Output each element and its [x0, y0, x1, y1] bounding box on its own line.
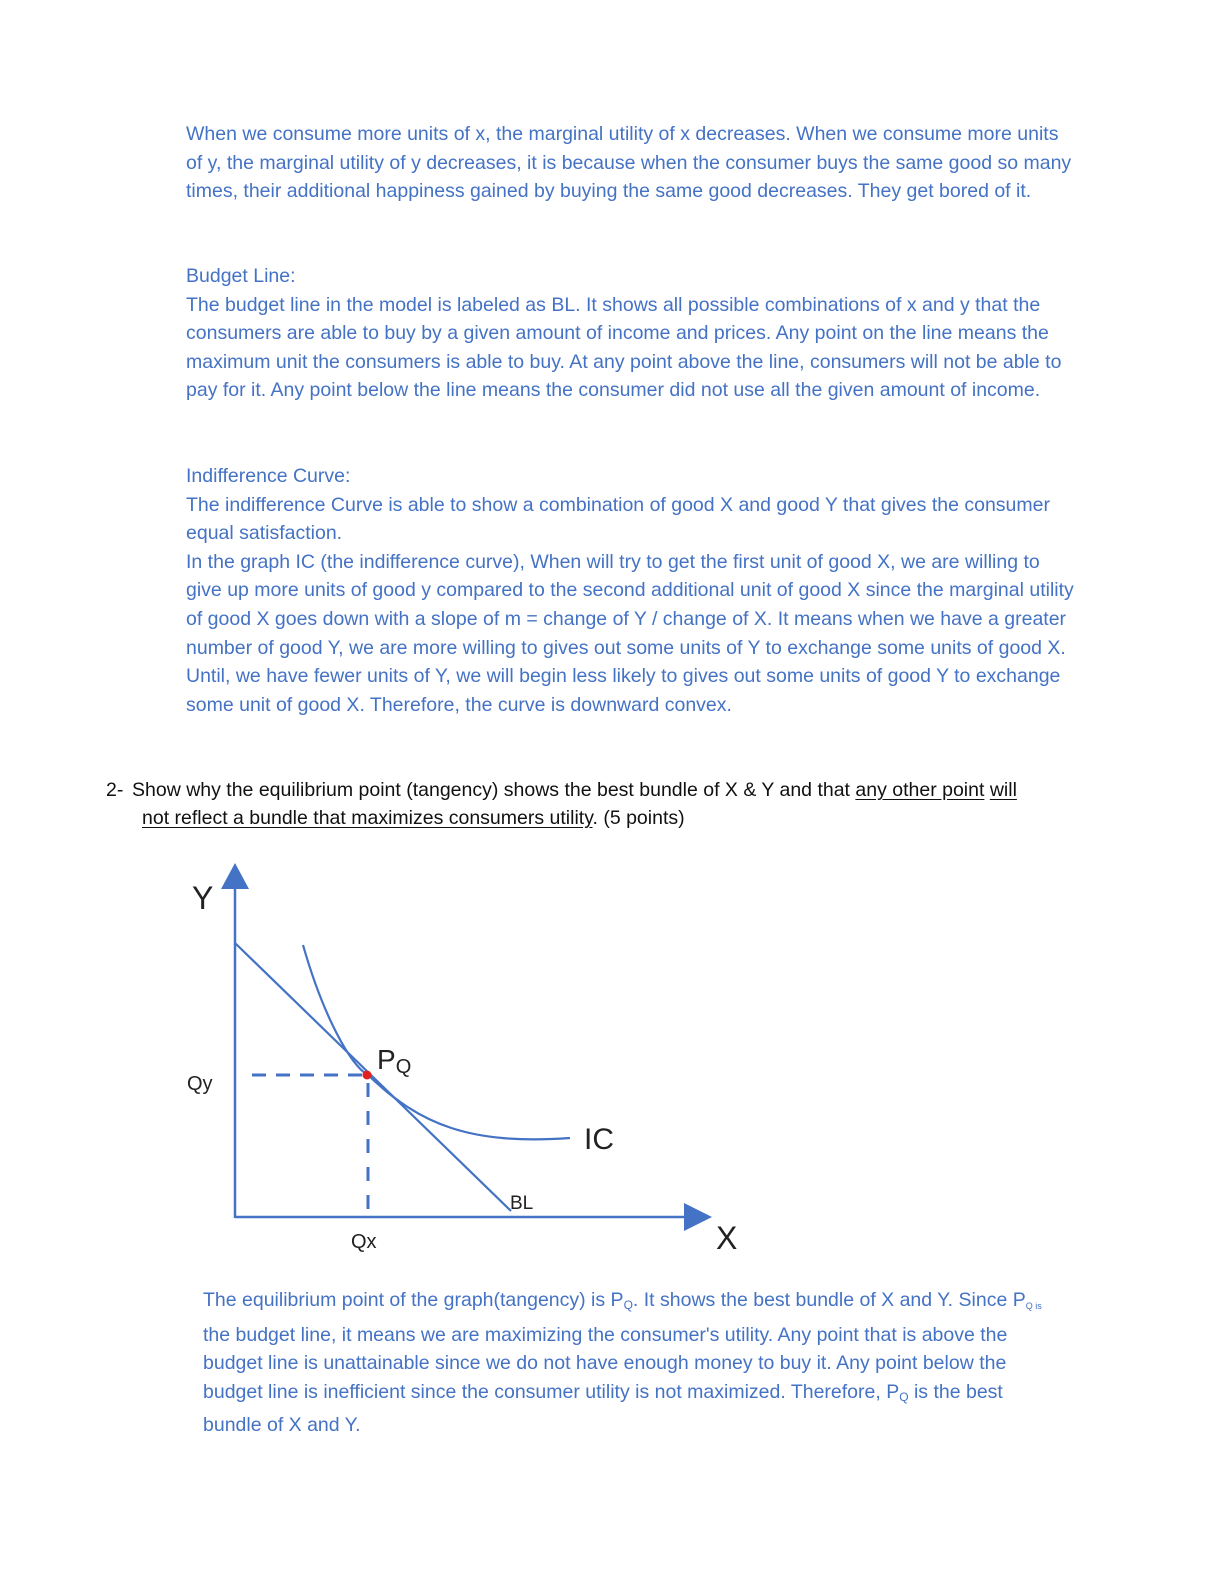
y-axis-label: Y [192, 880, 214, 916]
equilibrium-point [363, 1071, 372, 1080]
answer-paragraph [203, 1286, 1063, 1440]
answer-sentence-2: . It shows the best bundle of X and Y. Since P [632, 1289, 1026, 1311]
qy-label: Qy [187, 1073, 213, 1095]
indifference-curve-text-1: The indifference Curve is able to show a combination of good X and good Y that gives the consumer equal satisfaction. [186, 493, 1050, 545]
budget-line-heading: Budget Line: [186, 265, 296, 287]
x-axis-arrow-icon [684, 1203, 712, 1231]
question-underline-a: any other point [855, 779, 985, 801]
question-2 [106, 776, 1066, 832]
question-number: 2- [106, 779, 124, 801]
indifference-curve-heading: Indifference Curve: [186, 465, 351, 487]
answer-section [203, 1286, 1063, 1440]
equilibrium-graph [170, 855, 770, 1265]
answer-sub-2: Q is [1025, 1301, 1042, 1311]
question-line-2 [106, 804, 1066, 832]
answer-sentence-1: The equilibrium point of the graph(tangency) is P [203, 1289, 624, 1311]
answer-sentence-4: is the best bundle of X and Y. [203, 1380, 1003, 1437]
question-text-a: Show why the equilibrium point (tangency) shows the best bundle of X & Y and that [132, 779, 856, 801]
point-label-sub: Q [395, 1056, 412, 1078]
y-axis-arrow-icon [221, 863, 249, 889]
answer-sentence-3: the budget line, it means we are maximizing the consumer's utility. Any point that is above the budget line is unattainable since we do not have enough money to buy it. Any point below the budget line is inefficient since the consumer utility is not maximized. Therefore, P [203, 1323, 1008, 1403]
indifference-curve [303, 945, 570, 1139]
ic-label: IC [584, 1123, 614, 1156]
intro-section [186, 120, 1076, 206]
point-label-main: P [377, 1044, 396, 1075]
budget-line-text: The budget line in the model is labeled as BL. It shows all possible combinations of x and y that the consumers are able to buy by a given amount of income and prices. Any point on the line means the maximum unit the consumers is able to buy. At any point above the line, consumers will not be able to pay for it. Any point below the line means the consumer did not use all the given amount of income. [186, 293, 1062, 402]
answer-sub-3: Q [899, 1389, 909, 1404]
question-underline-b2: not reflect a bundle that maximizes consumers utility [142, 807, 593, 829]
budget-line [235, 943, 511, 1211]
question-text-b: . (5 points) [592, 807, 685, 829]
x-axis-label: X [716, 1220, 738, 1256]
indifference-curve-section [186, 462, 1076, 719]
question-line-1 [106, 776, 1066, 804]
intro-paragraph: When we consume more units of x, the marginal utility of x decreases. When we consume more units of y, the marginal utility of y decreases, it is because when the consumer buys the same good so many times, their additional happiness gained by buying the same good decreases. They get bored of it. [186, 123, 1072, 203]
answer-sub-1: Q [623, 1298, 633, 1312]
question-underline-b1: will [989, 779, 1017, 801]
qx-label: Qx [351, 1231, 377, 1253]
bl-label: BL [510, 1193, 534, 1214]
point-label [377, 1044, 411, 1078]
indifference-curve-text-2: In the graph IC (the indifference curve), When will try to get the first unit of good X, we are willing to give up more units of good y compared to the second additional unit of good X since the marginal utility of good X goes down with a slope of m = change of Y / change of X. It means when we have a greater number of good Y, we are more willing to gives out some units of Y to exchange some units of good X. Until, we have fewer units of Y, we will begin less likely to gives out some units of good Y to exchange some unit of good X. Therefore, the curve is downward convex. [186, 550, 1074, 716]
budget-line-section [186, 262, 1076, 405]
